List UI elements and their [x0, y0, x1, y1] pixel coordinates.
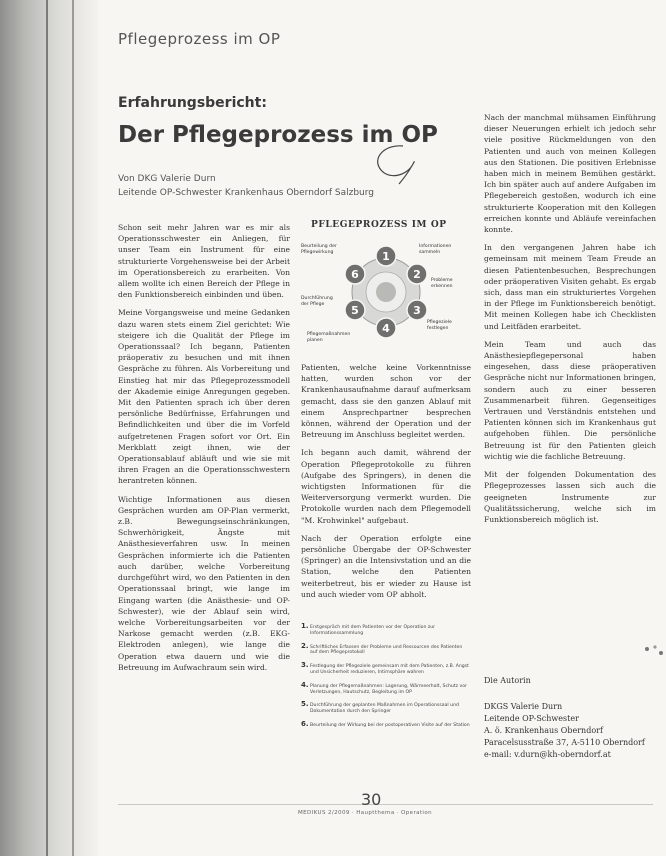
step-label-1: Informationen sammeln — [419, 244, 452, 255]
list-item: 2. Schriftliches Erfassen der Probleme und Ressourcen des Patienten auf dem Pflegeprotokoll — [301, 641, 463, 656]
step-number: 3 — [413, 304, 421, 317]
step-number: 2 — [413, 268, 421, 281]
step-number: 4 — [382, 322, 390, 335]
step-number: 6 — [351, 268, 359, 281]
paragraph: In den vergangenen Jahren habe ich gemeinsam mit meinem Team Freude an diesen Patientenbesuchen, Besprechungen oder präoperativen Visiten gehabt. Es ergab sich, dass man ein strukturiertes Vorgehen in der Pflege im Funktionsbereich benötigt. Mit meinen Kollegen habe ich Checklisten und Leitfäden erarbeitet. — [484, 243, 656, 331]
footer-divider — [118, 804, 653, 805]
author-address: Paracelsusstraße 37, A-5110 Oberndorf — [484, 738, 645, 747]
page-number: 30 — [361, 790, 382, 809]
process-figure — [301, 220, 471, 350]
author-box — [484, 675, 659, 761]
author-email: e-mail: v.durn@kh-oberndorf.at — [484, 750, 611, 759]
byline-author: Von DKG Valerie Durn — [118, 174, 216, 184]
page-footer: MEDIKUS 2/2009 · Hauptthema · Operation — [298, 810, 433, 816]
step-number: 5 — [351, 304, 359, 317]
figure-title: PFLEGEPROZESS IM OP — [311, 220, 447, 230]
paragraph: Mit der folgenden Dokumentation des Pflegeprozesses lassen sich auch die geeigneten Instrumente zur Qualitätssicherung, welche sich im Funktionsbereich möglich ist. — [484, 470, 656, 524]
list-item: 5. Durchführung der geplanten Maßnahmen im Operationssaal und Dokumentation durch den Springer — [301, 700, 459, 715]
end-mark-icon — [643, 645, 665, 659]
paragraph: Schon seit mehr Jahren war es mir als Operationsschwester ein Anliegen, für unser Team ein Instrument für eine strukturierte Vorgehensweise bei der Arbeit im Operationsbereich zu erarbeiten. Von allem wollte ich einen Bereich der Pflege in den Funktionsbereich einbinden und üben. — [118, 223, 290, 300]
paragraph: Nach der manchmal mühsamen Einführung dieser Neuerungen erhielt ich jedoch sehr viele positive Rückmeldungen von den Patienten und auch von meinen Kollegen aus den Stationen. Die positiven Erlebnisse haben mich in meinem Bemühen gestärkt. Ich bin später auch auf andere Aufgaben im Pflegebereich gestoßen, wodurch ich eine strukturierte Kooperation mit den Kollegen erreichen konnte und Abläufe vereinfachen konnte. — [484, 113, 656, 235]
page-title: Der Pflegeprozess im OP — [118, 122, 438, 148]
step-number: 1 — [382, 250, 390, 263]
step-label-2: Probleme erkennen — [431, 278, 453, 289]
paragraph: Wichtige Informationen aus diesen Gesprächen wurden am OP-Plan vermerkt, z.B. Bewegungseinschränkungen, Schwerhörigkeit, Ängste mit Anästhesieverfahren usw. In meinen Gesprächen informierte ich die Patienten auch darüber, welche Vorbereitung durchgeführt wird, wo den Patienten in den Operationssaal bringt, wie lange im Eingang warten (die Anästhesie- und OP-Schwester), wie der Ablauf sein wird, welche Vorbereitungsarbeiten vor der Narkose gemacht werden (z.B. EKG-Elektroden anlegen), wie lange die Operation etwa dauern und wie die Betreuung im Aufwachraum sein wird. — [118, 494, 290, 672]
document-page — [98, 0, 666, 856]
step-label-4: Pflegemaßnahmen planen — [307, 332, 351, 343]
list-item: 3. Festlegung der Pflegeziele gemeinsam mit dem Patienten, z.B. Angst und Unsicherheit reduzieren, Intimsphäre wahren — [301, 661, 469, 675]
text-column-2 — [301, 362, 471, 607]
author-organization: A. ö. Krankenhaus Oberndorf — [484, 726, 603, 735]
step-label-6: Beurteilung der Pflegewirkung — [301, 244, 337, 255]
paragraph: Meine Vorgangsweise und meine Gedanken dazu waren stets einem Ziel gerichtet: Wie steigere ich die Qualität der Pflege im Operationssaal? Ich begann, Patienten präoperativ zu besuchen und mit ihnen Gespräche zu führen. Als Vorbereitung und Einstieg hat mir das Pflegeprozessmodell der Akademie einige Anregungen gegeben. Mit den Patienten sprach ich über deren persönliche Bedürfnisse, Erfahrungen und Befindlichkeiten und über die im Vorfeld aufgetretenen Fragen sofort vor Ort. Ein Merkblatt zeigt ihnen, wie der Operationsablauf abläuft und wie sie mit ihren Fragen an die Operationsschwestern herantreten können. — [118, 308, 290, 486]
signature-mark — [363, 140, 423, 190]
list-item: 4. Planung der Pflegemaßnahmen: Lagerung, Wärmeerhalt, Schutz vor Verletzungen, Hautschutz, Begleitung im OP — [301, 680, 467, 695]
author-role: Leitende OP-Schwester — [484, 714, 579, 723]
report-label: Erfahrungsbericht: — [118, 95, 267, 111]
text-column-3 — [484, 112, 656, 532]
list-item: 1. Erstgespräch mit dem Patienten vor der Operation zur Informationssammlung — [301, 622, 436, 636]
text-column-1 — [118, 222, 290, 680]
paragraph: Mein Team und auch das Anästhesiepflegepersonal haben eingesehen, dass diese präoperativen Gespräche nicht nur Informationen bringen, sondern auch zu einer besseren Zusammenarbeit führen. Gegenseitiges Vertrauen und Verständnis entstehen und Patienten können sich im Krankenhaus gut aufgehoben fühlen. Die persönliche Betreuung ist für den Patienten gleich wichtig wie die fachliche Betreuung. — [484, 339, 656, 461]
paragraph: Patienten, welche keine Vorkenntnisse hatten, wurden schon vor der Krankenhausaufnahme darauf aufmerksam gemacht, dass sie den ganzen Ablauf mit einem Ansprechpartner besprechen können, während der Operation und der Betreuung im Anschluss begleitet werden. — [301, 363, 471, 440]
paragraph: Ich begann auch damit, während der Operation Pflegeprotokolle zu führen (Aufgabe des Springers), in denen die wichtigsten Informationen für die Weiterversorgung vermerkt wurden. Die Protokolle wurden nach dem Pflegemodell "M. Krohwinkel" aufgebaut. — [301, 448, 471, 525]
process-steps-list — [301, 622, 471, 737]
binder-spine — [0, 0, 100, 856]
step-label-5: Durchführung der Pflege — [301, 296, 333, 307]
binder-edge-line — [46, 0, 48, 856]
running-head: Pflegeprozess im OP — [118, 30, 281, 48]
paragraph: Nach der Operation erfolgte eine persönliche Übergabe der OP-Schwester (Springer) an die Intensivstation und an die Station, welche den Patienten weiterbetreut, bis er wieder zu Hause ist und auch wieder vom OP abholt. — [301, 533, 471, 599]
byline-affiliation: Leitende OP-Schwester Krankenhaus Oberndorf Salzburg — [118, 188, 374, 198]
author-heading: Die Autorin — [484, 676, 531, 685]
author-name: DKGS Valerie Durn — [484, 702, 563, 711]
binder-edge-line — [72, 0, 74, 856]
step-label-3: Pflegeziele festlegen — [427, 320, 452, 331]
list-item: 6. Beurteilung der Wirkung bei der postoperativen Visite auf der Station — [301, 719, 470, 728]
